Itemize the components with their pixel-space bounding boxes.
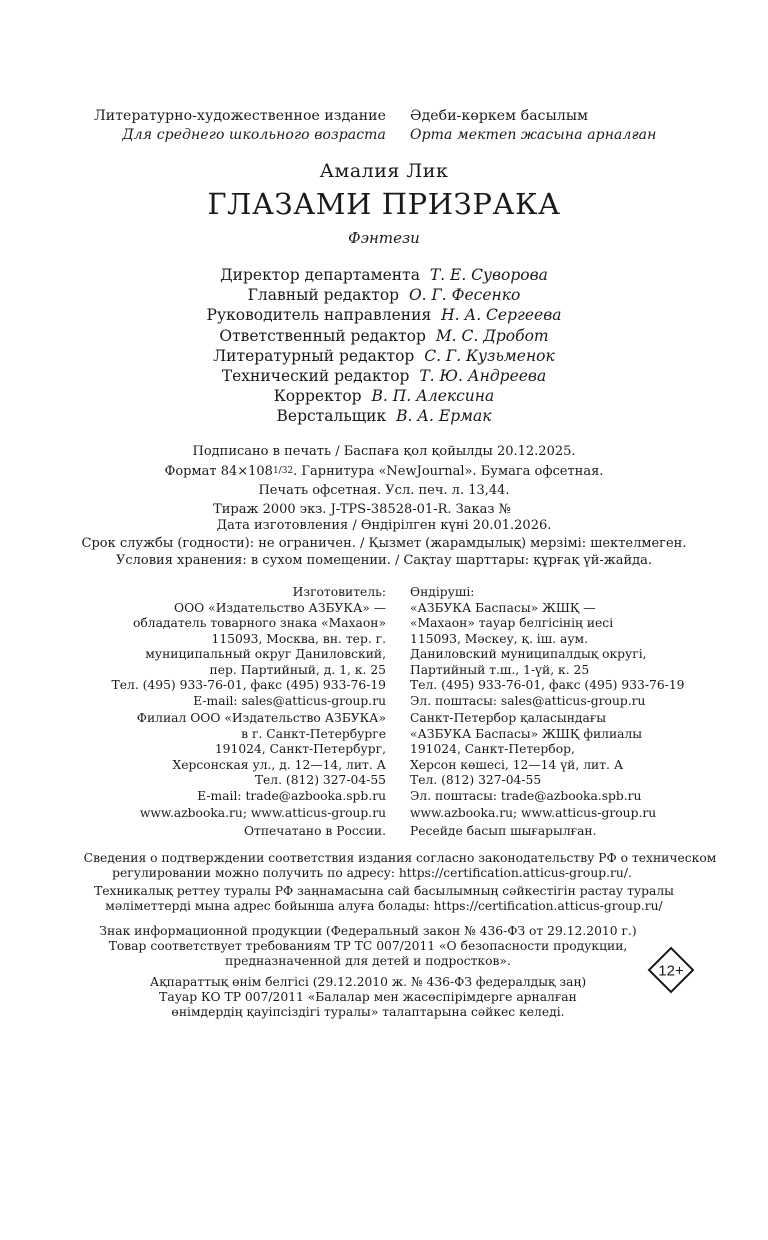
branch-kz-line: 191024, Санкт-Петербор, bbox=[410, 742, 575, 756]
staff-role: Литературный редактор bbox=[213, 346, 415, 365]
format-b: . Гарнитура «NewJournal». Бумага офсетная. bbox=[293, 464, 604, 479]
staff-role: Верстальщик bbox=[276, 407, 387, 426]
maker-ru-line: пер. Партийный, д. 1, к. 25 bbox=[209, 662, 386, 677]
branch-kz-line: Эл. поштасы: trade@azbooka.spb.ru bbox=[410, 788, 642, 803]
branch-kz-line: «АЗБУКА Баспасы» ЖШҚ филиалы bbox=[410, 726, 643, 741]
web-kz: www.azbooka.ru; www.atticus-group.ru bbox=[410, 806, 657, 820]
maker-ru-line: Изготовитель: bbox=[292, 585, 386, 599]
audience-kz: Орта мектеп жасына арналған bbox=[410, 127, 657, 143]
maker-kz-line: Тел. (495) 933-76-01, факс (495) 933-76-19 bbox=[410, 678, 685, 692]
staff-role: Ответственный редактор bbox=[219, 326, 426, 345]
staff-role: Главный редактор bbox=[247, 286, 400, 305]
staff-row bbox=[0, 367, 768, 385]
age-rating-badge bbox=[647, 946, 695, 994]
author: Амалия Лик bbox=[319, 160, 449, 182]
maker-kz-line: «Махаон» тауар белгісінің иесі bbox=[410, 616, 614, 630]
book-title: ГЛАЗАМИ ПРИЗРАКА bbox=[207, 187, 561, 221]
maker-ru-line: Тел. (495) 933-76-01, факс (495) 933-76-19 bbox=[111, 678, 386, 692]
staff-role: Директор департамента bbox=[220, 266, 420, 284]
certification-kz-1: Техникалық реттеу туралы РФ заңнамасына сай басылымның сәйкестігін растау туралы bbox=[94, 884, 674, 898]
staff-name: В. П. Алексина bbox=[371, 387, 495, 406]
staff-name: М. С. Дробот bbox=[435, 326, 549, 345]
staff-name: Т. Ю. Андреева bbox=[419, 367, 547, 385]
staff-role: Корректор bbox=[273, 387, 362, 406]
maker-kz-line: Өндіруші: bbox=[410, 585, 475, 599]
staff-name: В. А. Ермак bbox=[396, 407, 492, 426]
maker-ru-line: E-mail: sales@atticus-group.ru bbox=[193, 693, 386, 708]
branch-ru-line: Херсонская ул., д. 12—14, лит. А bbox=[172, 757, 386, 772]
certification-ru-2: регулировании можно получить по адресу: https://certification.atticus-group.ru/. bbox=[112, 866, 632, 880]
certification-ru-1: Сведения о подтверждении соответствия издания согласно законодательству РФ о техническом bbox=[83, 851, 717, 865]
staff-role: Руководитель направления bbox=[206, 306, 432, 325]
printed-kz: Ресейде басып шығарылған. bbox=[410, 824, 597, 838]
branch-ru-line: E-mail: trade@azbooka.spb.ru bbox=[197, 788, 386, 803]
maker-ru-line: обладатель товарного знака «Махаон» bbox=[132, 616, 386, 630]
info-kz-3: өнімдердің қауіпсіздігі туралы» талаптарына сәйкес келеді. bbox=[171, 1005, 565, 1019]
branch-kz-line: Херсон көшесі, 12—14 үй, лит. А bbox=[410, 757, 624, 772]
imprint-type-ru: Литературно-художественное издание bbox=[94, 108, 386, 124]
info-ru-2: Товар соответствует требованиям ТР ТС 007/2011 «О безопасности продукции, bbox=[108, 939, 628, 953]
service-life-line: Срок службы (годности): не ограничен. / Қызмет (жарамдылық) мерзімі: шектелмеген. bbox=[81, 536, 687, 551]
branch-kz-line: Санкт-Петербор қаласындағы bbox=[410, 711, 607, 725]
staff-row bbox=[0, 286, 768, 304]
maker-kz-line: Даниловский муниципалдық округі, bbox=[410, 647, 647, 661]
staff-name: О. Г. Фесенко bbox=[408, 286, 521, 305]
certification-kz-2: мәліметтерді мына адрес бойынша алуға болады: https://certification.atticus-group.ru/ bbox=[105, 899, 663, 913]
audience-ru: Для среднего школьного возраста bbox=[122, 127, 386, 143]
maker-kz-line: Эл. поштасы: sales@atticus-group.ru bbox=[410, 693, 646, 708]
maker-ru-line: муниципальный округ Даниловский, bbox=[145, 647, 386, 661]
web-ru: www.azbooka.ru; www.atticus-group.ru bbox=[139, 806, 386, 820]
genre: Фэнтези bbox=[348, 229, 420, 247]
staff-name: Н. А. Сергеева bbox=[441, 306, 562, 325]
info-ru-3: предназначенной для детей и подростков». bbox=[225, 954, 511, 968]
staff-row bbox=[0, 347, 768, 365]
info-kz-2: Тауар КО ТР 007/2011 «Балалар мен жасөспірімдерге арналған bbox=[159, 990, 577, 1004]
maker-ru-line: 115093, Москва, вн. тер. г. bbox=[211, 631, 386, 646]
staff-row bbox=[0, 327, 768, 345]
signed-line: Подписано в печать / Баспаға қол қойылды 20.12.2025. bbox=[192, 444, 576, 459]
printed-ru: Отпечатано в России. bbox=[243, 824, 386, 838]
maker-kz-line: «АЗБУКА Баспасы» ЖШҚ — bbox=[410, 600, 596, 615]
staff-name: С. Г. Кузьменок bbox=[424, 346, 555, 365]
maker-ru-line: ООО «Издательство АЗБУКА» — bbox=[174, 600, 386, 615]
branch-ru-line: 191024, Санкт-Петербург, bbox=[214, 742, 386, 756]
staff-role: Технический редактор bbox=[221, 367, 410, 385]
branch-ru-line: Тел. (812) 327-04-55 bbox=[254, 773, 386, 787]
format-line bbox=[0, 464, 768, 479]
age-rating-text: 12+ bbox=[658, 962, 684, 980]
staff-name: Т. Е. Суворова bbox=[429, 266, 548, 284]
branch-ru-line: Филиал ООО «Издательство АЗБУКА» bbox=[136, 711, 386, 725]
info-kz-1: Ақпараттық өнім белгісі (29.12.2010 ж. № 436-ФЗ федералдық заң) bbox=[149, 975, 587, 989]
printing-line: Печать офсетная. Усл. печ. л. 13,44. bbox=[258, 483, 510, 498]
staff-row bbox=[0, 407, 768, 425]
branch-kz-line: Тел. (812) 327-04-55 bbox=[410, 773, 542, 787]
made-date-line: Дата изготовления / Өндірілген күні 20.01.2026. bbox=[216, 518, 552, 533]
staff-row bbox=[0, 306, 768, 324]
info-ru-1: Знак информационной продукции (Федеральный закон № 436-ФЗ от 29.12.2010 г.) bbox=[99, 924, 637, 938]
staff-row bbox=[0, 266, 768, 284]
maker-kz-line: Партийный т.ш., 1-үй, к. 25 bbox=[410, 662, 590, 677]
format-a: Формат 84×108 bbox=[164, 464, 273, 479]
maker-kz-line: 115093, Мәскеу, қ. іш. аум. bbox=[410, 631, 589, 646]
staff-row bbox=[0, 387, 768, 405]
imprint-type-kz: Әдеби-көркем басылым bbox=[410, 108, 589, 124]
run-line: Тираж 2000 экз. J-TPS-38528-01-R. Заказ № bbox=[213, 502, 511, 517]
format-fraction: 1/32 bbox=[272, 466, 294, 476]
branch-ru-line: в г. Санкт-Петербурге bbox=[241, 726, 386, 741]
storage-line: Условия хранения: в сухом помещении. / Сақтау шарттары: құрғақ үй-жайда. bbox=[115, 553, 653, 568]
